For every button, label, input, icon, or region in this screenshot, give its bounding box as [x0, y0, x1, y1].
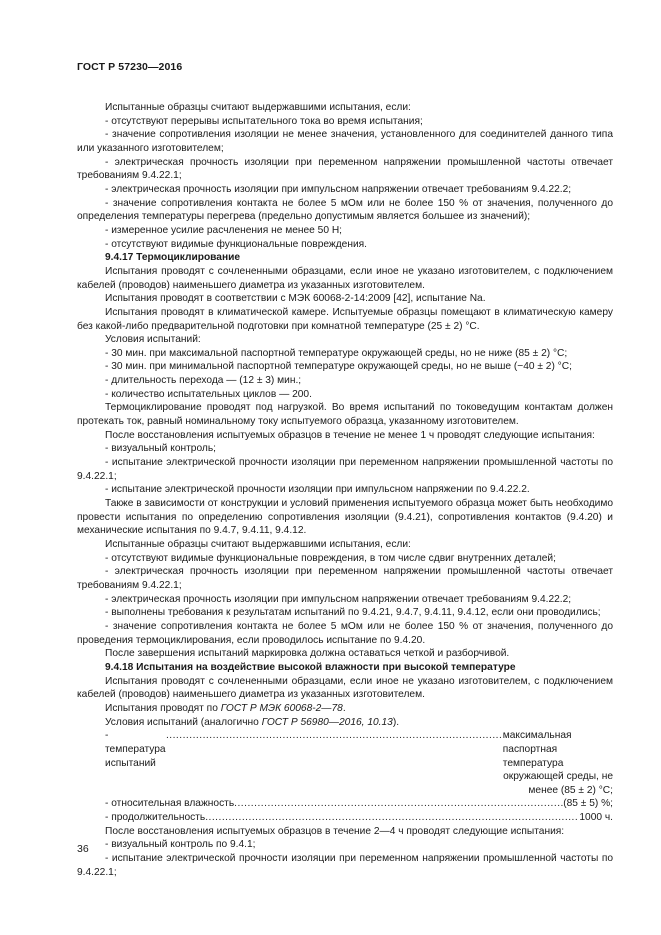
- list-item: - электрическая прочность изоляции при переменном напряжении промышленной частоты отвечает требованиям 9.4.22.1;: [77, 156, 613, 182]
- condition-temperature: [77, 729, 613, 770]
- paragraph: После восстановления испытуемых образцов в течение 2—4 ч проводят следующие испытания:: [105, 825, 565, 837]
- condition-value: окружающей среды, не менее (85 ± 2) °C;: [503, 771, 613, 796]
- condition-label: - температура испытаний: [105, 730, 166, 769]
- paragraph: Также в зависимости от конструкции и условий применения испытуемого образца может быть необходимо провести испытания по определению сопротивления изоляции (9.4.21), сопротивления контактов (9.4.20) и механические испытания по 9.4.7, 9.4.11, 9.4.12.: [77, 498, 613, 537]
- list-item: - электрическая прочность изоляции при импульсном напряжении отвечает требованиям 9.4.22.2;: [105, 183, 572, 195]
- condition-label: - относительная влажность: [105, 798, 235, 810]
- paragraph: Термоциклирование проводят под нагрузкой. Во время испытаний по токоведущим контактам должен протекать ток, равный номинальному току испытуемого образца, указанному изготовителем.: [77, 402, 613, 428]
- document-header: ГОСТ Р 57230—2016: [77, 61, 183, 73]
- condition-value: 1000 ч.: [579, 812, 613, 824]
- page-number: 36: [77, 843, 89, 855]
- list-item: - значение сопротивления изоляции не менее значения, установленного для соединителей данного типа или указанного изготовителем;: [77, 129, 613, 154]
- list-item: - испытание электрической прочности изоляции при импульсном напряжении по 9.4.22.2.: [105, 484, 530, 496]
- paragraph: Испытания проводят с сочлененными образцами, если иное не указано изготовителем, с подключением кабелей (проводов) наименьшего диаметра из указанных изготовителем.: [77, 675, 613, 701]
- list-item: - визуальный контроль;: [105, 443, 216, 455]
- leader-dots: [234, 797, 563, 811]
- list-item: - 30 мин. при минимальной паспортной температуре окружающей среды, но не выше (−40 ± 2) °C;: [105, 361, 572, 373]
- condition-value: максимальная паспортная температура: [502, 730, 572, 769]
- list-item: - отсутствуют перерывы испытательного тока во время испытания;: [105, 115, 423, 127]
- paragraph: Испытания проводят с сочлененными образцами, если иное не указано изготовителем, с подключением кабелей (проводов) наименьшего диаметра из указанных изготовителем.: [77, 265, 613, 291]
- condition-humidity: [77, 797, 613, 811]
- paragraph: После восстановления испытуемых образцов в течение не менее 1 ч проводят следующие испытания:: [105, 429, 595, 441]
- list-item: - значение сопротивления контакта не более 5 мОм или не более 150 % от значения, полученного до проведения термоциклирования, если проводилось испытание по 9.4.20.: [77, 620, 613, 646]
- list-item: - испытание электрической прочности изоляции при переменном напряжении промышленной частоты по 9.4.22.1;: [77, 853, 613, 878]
- condition-duration: [77, 811, 613, 825]
- list-item: - измеренное усилие расчленения не менее 50 Н;: [105, 224, 343, 236]
- paragraph: Испытания проводят в климатической камере. Испытуемые образцы помещают в климатическую камеру без какой-либо предварительной подготовки при комнатной температуре (25 ± 2) °C.: [77, 306, 613, 332]
- list-item: - длительность перехода — (12 ± 3) мин.;: [105, 375, 302, 387]
- list-item: - количество испытательных циклов — 200.: [105, 388, 312, 400]
- section-heading-9-4-17: 9.4.17 Термоциклирование: [105, 252, 241, 264]
- text-run: Условия испытаний (аналогично: [105, 716, 262, 728]
- condition-temperature-cont: [77, 770, 613, 797]
- list-item: - отсутствуют видимые функциональные повреждения.: [105, 238, 367, 250]
- paragraph: Испытания проводят в соответствии с МЭК 60068-2-14:2009 [42], испытание Na.: [105, 293, 486, 305]
- leader-dots: [166, 729, 503, 743]
- paragraph: Испытанные образцы считают выдержавшими испытания, если:: [105, 102, 411, 113]
- list-item: - электрическая прочность изоляции при переменном напряжении промышленной частоты отвечает требованиям 9.4.22.1;: [77, 566, 613, 591]
- list-item: - испытание электрической прочности изоляции при переменном напряжении промышленной частоты по 9.4.22.1;: [77, 457, 613, 482]
- paragraph: [77, 716, 613, 730]
- text-run: .: [342, 702, 346, 714]
- list-item: - значение сопротивления контакта не более 5 мОм или не более 150 % от значения, полученного до определения температуры перегрева (предельно допустимым является большее из значений);: [77, 197, 613, 223]
- paragraph: Условия испытаний:: [105, 334, 201, 346]
- list-item: - отсутствуют видимые функциональные повреждения, в том числе сдвиг внутренних деталей;: [105, 552, 556, 564]
- standard-reference: ГОСТ Р 56980—2016, 10.13: [261, 716, 393, 728]
- list-item: - электрическая прочность изоляции при импульсном напряжении отвечает требованиям 9.4.22.2;: [105, 593, 572, 605]
- standard-reference: ГОСТ Р МЭК 60068-2—78: [220, 702, 343, 714]
- list-item: - 30 мин. при максимальной паспортной температуре окружающей среды, но не ниже (85 ± 2) °C;: [105, 347, 568, 359]
- list-item: - выполнены требования к результатам испытаний по 9.4.21, 9.4.7, 9.4.11, 9.4.12, если они проводились;: [105, 607, 601, 619]
- paragraph: [77, 702, 613, 716]
- condition-value: (85 ± 5) %;: [563, 798, 613, 810]
- paragraph: После завершения испытаний маркировка должна оставаться четкой и разборчивой.: [105, 648, 510, 660]
- text-run: Испытания проводят по: [105, 702, 221, 714]
- section-heading-9-4-18: 9.4.18 Испытания на воздействие высокой влажности при высокой температуре: [105, 661, 516, 673]
- list-item: - визуальный контроль по 9.4.1;: [105, 839, 256, 851]
- paragraph: Испытанные образцы считают выдержавшими испытания, если:: [105, 539, 411, 550]
- leader-dots: [205, 811, 579, 825]
- condition-label: - продолжительность: [105, 812, 206, 824]
- text-run: ).: [392, 716, 400, 728]
- document-body: [77, 101, 613, 879]
